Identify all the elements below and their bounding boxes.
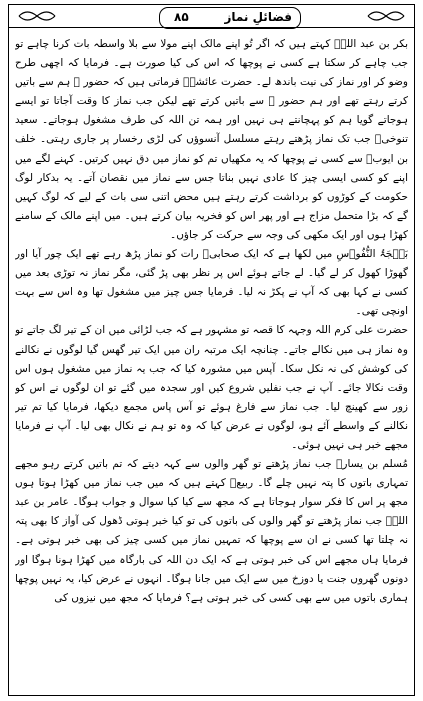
paragraph: حضرت علی کرم اللہ وجہہ کا قصہ تو مشہور ہے کہ جب لڑائی میں ان کے تیر لگ جاتے تو وہ نماز ہی میں نکالے جاتے۔ چنانچہ ایک مرتبہ ران میں ایک تیر گھس گیا لوگوں نے نکالنے کی کوشش کی نہ نکل سکا۔ آپس میں مشورہ کیا کہ جب یہ نماز میں مشغول ہوں اس وقت نکالا جائے۔ آپ نے جب نفلیں شروع کیں اور سجدہ میں گئے تو ان لوگوں نے اس کو زور سے کھینچ لیا۔ جب نماز سے فارغ ہوئے تو آس پاس مجمع دیکھا، فرمایا کیا تم تیر نکالنے کے واسطے آئے ہو، لوگوں نے عرض کیا کہ وہ تو ہم نے نکال بھی لیا۔ آپ نے فرمایا مجھے خبر ہی نہیں ہوئی۔ [15, 324, 408, 451]
header-ornament-icon [17, 8, 57, 24]
paragraph: بَہۡجَۃُ النُّفُوۡسِ میں لکھا ہے کہ ایک صحابیؓ رات کو نماز پڑھ رہے تھے ایک چور آیا اور گھوڑا کھول کر لے گیا۔ لے جاتے ہوئے اس پر نظر بھی پڑ گئی، مگر نماز نہ توڑی بعد میں کسی نے کہا بھی کہ آپ نے پکڑ نہ لیا۔ فرمایا جس چیز میں مشغول تھا وہ اس سے بہت اونچی تھی۔ [15, 248, 408, 318]
header-ornament-icon [366, 8, 406, 24]
paragraph: بکر بن عبد اللہؒ کہتے ہیں کہ اگر تُو اپنے مالک اپنے مولا سے بلا واسطہ بات کرنا چاہے تو جب چاہے کر سکتا ہے کسی نے پوچھا کہ اس کی کیا صورت ہے۔ فرمایا کہ اچھی طرح وضو کر اور نماز کی نیت باندھ لے۔ حضرت عائشہؓ فرماتی ہیں کہ حضور ﷺ ہم سے باتیں کرتے رہتے تھے اور ہم حضور ﷺ سے باتیں کرتے تھے لیکن جب نماز کا وقت آجاتا تو ایسے ہوجاتے گویا ہم کو پہچانتے ہی نہیں اور ہمہ تن اللہ کی طرف مشغول ہوجاتے۔ سعید تنوخیؒ جب تک نماز پڑھتے رہتے مسلسل آنسوؤں کی لڑی رخسار پر جاری رہتی۔ خلف بن ایوبؒ سے کسی نے پوچھا کہ یہ مکھیاں تم کو نماز میں دق نہیں کرتیں۔ کہنے لگے میں اپنے کو کسی ایسی چیز کا عادی نہیں بناتا جس سے نماز میں نقصان آتے۔ یہ بدکار لوگ حکومت کے کوڑوں کو برداشت کرتے رہتے ہیں محض اتنی سی بات کے لیے کہ لوگ کہیں گے کہ بڑا متحمل مزاج ہے اور پھر اس کو فخریہ بیان کرتے ہیں۔ میں اپنے مالک کے سامنے کھڑا ہوں اور ایک مکھی کی وجہ سے حرکت کر جاؤں۔ [15, 38, 408, 241]
title-cartouche [159, 7, 301, 29]
page-body [15, 35, 408, 689]
page-number: ۸۵ [174, 10, 189, 24]
page-frame [8, 4, 415, 696]
paragraph: مُسلم بن یسارؒ جب نماز پڑھتے تو گھر والوں سے کہہ دیتے کہ تم باتیں کرتے رہو مجھے تمہاری باتوں کا پتہ نہیں چلے گا۔ ربیعؒ کہتے ہیں کہ میں جب نماز میں کھڑا ہوتا ہوں مجھ پر اس کا فکر سوار ہوجاتا ہے کہ مجھ سے کیا کیا سوال و جواب ہوگا۔ عامر بن عبد اللہؒ جب نماز پڑھتے تو گھر والوں کی باتوں کی تو کیا خبر ہوتی ڈھول کی آواز کا بھی پتہ نہ چلتا تھا کسی نے ان سے پوچھا کہ تمہیں نماز میں کسی چیز کی بھی خبر ہوتی ہے۔ فرمایا ہاں مجھے اس کی خبر ہوتی ہے کہ ایک دن اللہ کی بارگاہ میں کھڑا ہونا ہوگا اور دونوں گھروں جنت یا دوزخ میں سے ایک میں جانا ہوگا۔ انہوں نے عرض کیا، یہ نہیں پوچھا ہماری باتوں میں سے بھی کسی کی خبر ہوتی ہے؟ فرمایا کہ مجھ میں نیزوں کی [15, 458, 408, 604]
page-title: فضائلِ نماز [224, 10, 292, 24]
page-header [9, 5, 414, 31]
header-divider [9, 27, 414, 28]
